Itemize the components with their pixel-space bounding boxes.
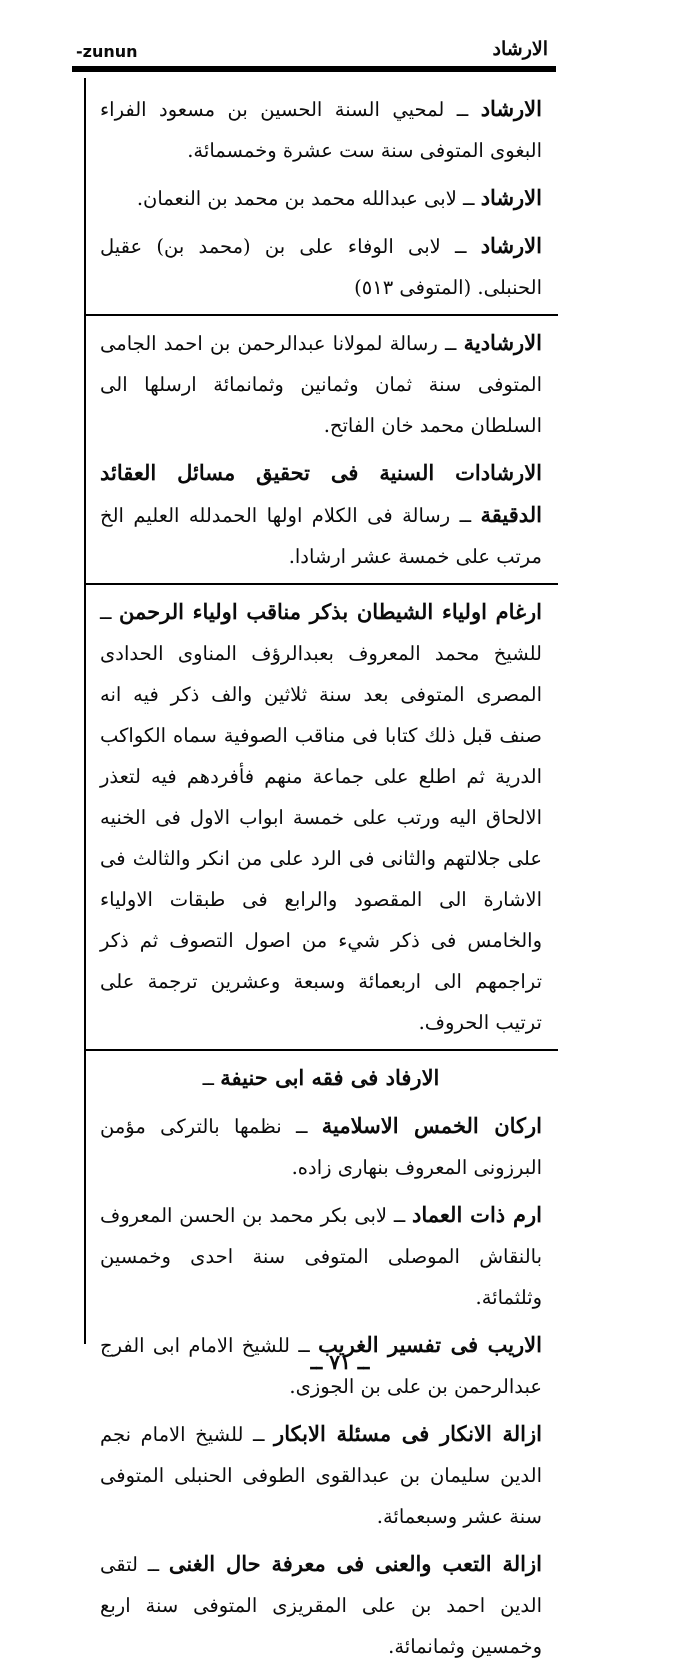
entry [100,1543,542,1667]
header-title: الارشاد [492,38,548,60]
entry-text: ــ لمحيي السنة الحسين بن مسعود الفراء البغوى المتوفى سنة ست عشرة وخمسمائة. [100,98,542,162]
header-left-text: -zunun [76,42,138,61]
entry-text: ــ لابى عبدالله محمد بن محمد بن النعمان. [136,187,481,210]
entry-title: ارم ذات العماد [412,1202,542,1227]
entry-text: ــ لابى الوفاء على بن (محمد بن) عقيل الحنبلى. (المتوفى ٥١٣) [100,235,542,299]
separator-line [84,1049,558,1051]
entry [100,88,542,171]
entry-title: الارشاد [480,96,542,121]
entry-title: ازالة الانكار فى مسئلة الابكار [274,1421,542,1446]
separator-line [84,583,558,585]
entry-title: الارشاد [480,185,542,210]
entry-title: ازالة التعب والعنى فى معرفة حال الغنى [168,1551,542,1576]
separator-line [84,314,558,316]
entry [100,225,542,308]
running-header [72,38,554,66]
entry [100,1105,542,1188]
entry [100,1057,542,1099]
entry-text: ــ للشيخ الامام ابى الفرج عبدالرحمن بن على بن الجوزى. [100,1334,542,1398]
entry [100,322,542,446]
entry-title: الارفاد فى فقه ابى حنيفة [220,1065,440,1090]
entry-text: ــ لتقى الدين احمد بن على المقريزى المتوفى سنة اربع وخمسين وثمانمائة. [100,1553,542,1658]
entry-text: ــ رسالة فى الكلام اولها الحمدلله العليم الخ مرتب على خمسة عشر ارشادا. [100,504,542,568]
entry-text: ــ نظمها بالتركى مؤمن البرزونى المعروف بنهارى زاده. [100,1115,542,1179]
margin-rule [84,78,86,1344]
entry-title: الارشادات السنية فى تحقيق مسائل العقائد الدقيقة [100,460,542,527]
entry [100,452,542,577]
entry-text: ــ [202,1067,221,1090]
page-number: ــ ٧١ ــ [310,1350,370,1374]
entry [100,1413,542,1537]
entry-title: ارغام اولياء الشيطان بذكر مناقب اولياء الرحمن [119,599,542,624]
entry-text: ــ للشيخ الامام نجم الدين سليمان بن عبدالقوى الطوفى الحنبلى المتوفى سنة عشر وسبعمائة. [100,1423,542,1528]
entry-text: ــ رسالة لمولانا عبدالرحمن بن احمد الجامى المتوفى سنة ثمان وثمانين وثمانمائة ارسلها الى السلطان محمد خان الفاتح. [100,332,542,437]
entry-title: الارشاد [480,233,542,258]
header-rule [72,66,556,72]
entry [100,1194,542,1318]
dictionary-entries [100,88,542,1673]
entry-title: اركان الخمس الاسلامية [321,1113,542,1138]
entry-text: ــ لابى بكر محمد بن الحسن المعروف بالنقاش الموصلى المتوفى سنة احدى وخمسين وثلثمائة. [100,1204,542,1309]
entry-title: الاريب فى تفسير الغريب [318,1332,542,1357]
entry [100,177,542,219]
entry-text: ــ للشيخ محمد المعروف بعبدالرؤف المناوى الحدادى المصرى المتوفى بعد سنة ثلاثين والف ذكر فيه انه صنف قبل ذلك كتابا فى مناقب الصوفية سماه الكواكب الدرية ثم اطلع على جماعة منهم فأفردهم فيه لتعذر الالحاق اليه ورتب على خمسة ابواب الاول فى الخنيه على جلالتهم والثانى فى الرد على من انكر والثالث فى الاشارة الى المقصود والرابع فى طبقات الاولياء والخامس فى ذكر شيء من اصول التصوف ثم ذكر تراجمهم الى اربعمائة وسبعة وعشرين ترجمة على ترتيب الحروف. [100,601,542,1034]
entry-title: الارشادية [463,330,542,355]
entry [100,591,542,1043]
